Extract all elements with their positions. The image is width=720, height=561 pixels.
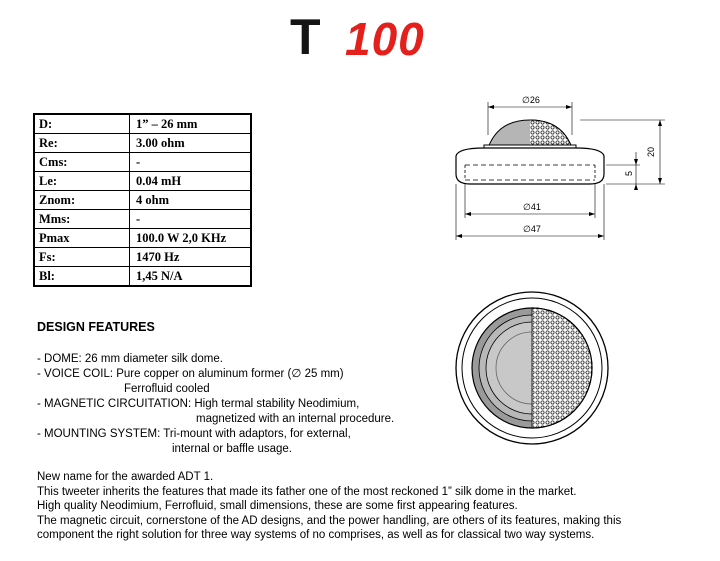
description-line: The magnetic circuit, cornerstone of the AD designs, and the power handling, are others of its features, making this xyxy=(37,514,622,527)
specs-table xyxy=(33,113,252,287)
table-row xyxy=(34,153,251,172)
table-row xyxy=(34,229,251,248)
spec-value: 1470 Hz xyxy=(130,248,252,267)
spec-value: 4 ohm xyxy=(130,191,252,210)
spec-label: Re: xyxy=(34,134,130,153)
spec-label: Znom: xyxy=(34,191,130,210)
spec-value: 3.00 ohm xyxy=(130,134,252,153)
spec-value: - xyxy=(130,153,252,172)
table-row xyxy=(34,248,251,267)
side-view xyxy=(456,95,665,240)
description-line: High quality Neodimium, Ferrofluid, small dimensions, these are some first appearing features. xyxy=(37,500,518,513)
spec-label: Bl: xyxy=(34,267,130,287)
title-number: 100 xyxy=(345,13,425,65)
spec-value: 1,45 N/A xyxy=(130,267,252,287)
spec-label: Pmax xyxy=(34,229,130,248)
dim-height-label: 20 xyxy=(646,146,656,157)
description-line: This tweeter inherits the features that made its father one of the most reckoned 1” silk dome in the market. xyxy=(37,485,577,498)
spec-value: - xyxy=(130,210,252,229)
product-title xyxy=(0,6,720,70)
design-features xyxy=(37,320,155,334)
front-view xyxy=(456,292,608,444)
description-line: component the right solution for three way systems of no comprises, as well as for classical two way systems. xyxy=(37,529,595,542)
tweeter-drawing xyxy=(440,90,680,450)
dim-bottom-label: ∅47 xyxy=(523,224,541,234)
feature-magnetic-cont: magnetized with an internal procedure. xyxy=(196,413,395,425)
feature-dome: - DOME: 26 mm diameter silk dome. xyxy=(37,353,223,365)
table-row xyxy=(34,191,251,210)
spec-label: Mms: xyxy=(34,210,130,229)
spec-label: Fs: xyxy=(34,248,130,267)
dim-flange-label: 5 xyxy=(624,170,634,176)
feature-voice-coil: - VOICE COIL: Pure copper on aluminum former (∅ 25 mm) xyxy=(37,368,344,380)
title-letter: T xyxy=(290,9,321,65)
table-row xyxy=(34,114,251,134)
description xyxy=(37,470,707,543)
spec-value: 100.0 W 2,0 KHz xyxy=(130,229,252,248)
spec-value: 0.04 mH xyxy=(130,172,252,191)
feature-mounting: - MOUNTING SYSTEM: Tri-mount with adaptors, for external, xyxy=(37,428,351,440)
table-row xyxy=(34,172,251,191)
spec-label: Cms: xyxy=(34,153,130,172)
spec-label: Le: xyxy=(34,172,130,191)
feature-mounting-cont: internal or baffle usage. xyxy=(172,443,292,455)
feature-magnetic: - MAGNETIC CIRCUITATION: High termal stability Neodimium, xyxy=(37,398,360,410)
table-row xyxy=(34,267,251,287)
dim-mid-label: ∅41 xyxy=(523,202,541,212)
description-line: New name for the awarded ADT 1. xyxy=(37,471,214,483)
table-row xyxy=(34,134,251,153)
spec-label: D: xyxy=(34,114,130,134)
table-row xyxy=(34,210,251,229)
feature-voice-coil-cont: Ferrofluid cooled xyxy=(124,383,210,395)
design-heading: DESIGN FEATURES xyxy=(37,320,155,334)
spec-value: 1” – 26 mm xyxy=(130,114,252,134)
dim-top-label: ∅26 xyxy=(522,95,540,105)
